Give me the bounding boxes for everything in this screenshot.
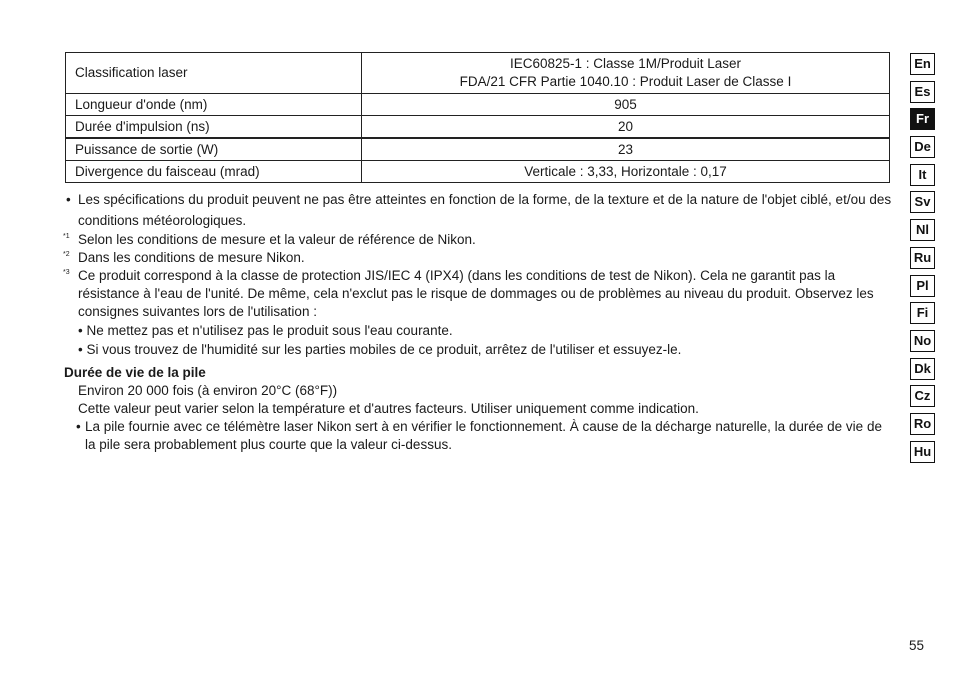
row-value (362, 53, 890, 94)
row-label: Classification laser (66, 53, 362, 94)
table-row (66, 161, 890, 183)
language-tab-ro[interactable]: Ro (910, 413, 935, 435)
table-row (66, 53, 890, 94)
note-text: Les spécifications du produit peuvent ne pas être atteintes en fonction de la forme, de la texture et de la nature de l'objet ciblé, et/ou des conditions météorologiques. (78, 192, 892, 228)
footnote-mark: *1 (63, 233, 70, 240)
sub-bullet: • Ne mettez pas et n'utilisez pas le produit sous l'eau courante. (78, 323, 453, 338)
footnote (64, 249, 894, 267)
language-tab-ru[interactable]: Ru (910, 247, 935, 269)
footnote (64, 267, 894, 321)
language-tab-fi[interactable]: Fi (910, 302, 935, 324)
battery-life-value: Environ 20 000 fois (à environ 20°C (68°F)) (78, 383, 338, 398)
row-value: 905 (362, 94, 890, 116)
language-tab-dk[interactable]: Dk (910, 358, 935, 380)
table-row (66, 94, 890, 116)
bullet-mark: • (76, 419, 81, 434)
specification-notes (64, 189, 894, 359)
page-number: 55 (909, 638, 925, 653)
footnote-text: Ce produit correspond à la classe de protection JIS/IEC 4 (IPX4) (dans les conditions de test de Nikon). Cela ne garantit pas la résistance à l'eau de l'unité. De même, cela n'exclut pas le risque de dommages ou de problèmes au niveau du produit. Observez les consignes suivantes lors de l'utilisation : (78, 268, 874, 319)
row-value: 23 (362, 138, 890, 161)
note-bullet (64, 189, 894, 231)
footnote-mark: *2 (63, 251, 70, 258)
footnote (64, 231, 894, 249)
value-line: FDA/21 CFR Partie 1040.10 : Produit Laser de Classe I (459, 74, 792, 89)
row-label: Puissance de sortie (W) (66, 138, 362, 161)
language-tab-sv[interactable]: Sv (910, 191, 935, 213)
language-tab-es[interactable]: Es (910, 81, 935, 103)
row-value: 20 (362, 116, 890, 139)
value-line: IEC60825-1 : Classe 1M/Produit Laser (509, 56, 742, 71)
footnote-text: Selon les conditions de mesure et la valeur de référence de Nikon. (78, 232, 476, 247)
language-tab-en[interactable]: En (910, 53, 935, 75)
section-title: Durée de vie de la pile (64, 365, 206, 380)
language-tab-it[interactable]: It (910, 164, 935, 186)
bullet-text: La pile fournie avec ce télémètre laser Nikon sert à en vérifier le fonctionnement. À cause de la décharge naturelle, la durée de vie de la pile sera probablement plus courte que la valeur ci-dessus. (85, 419, 882, 452)
footnote-mark: *3 (63, 269, 70, 276)
row-label: Durée d'impulsion (ns) (66, 116, 362, 139)
row-label: Divergence du faisceau (mrad) (66, 161, 362, 183)
language-tab-hu[interactable]: Hu (910, 441, 935, 463)
table-row (66, 138, 890, 161)
language-tab-no[interactable]: No (910, 330, 935, 352)
language-tab-fr[interactable]: Fr (910, 108, 935, 130)
battery-bullet (64, 418, 894, 454)
sub-bullet: • Si vous trouvez de l'humidité sur les parties mobiles de ce produit, arrêtez de l'utiliser et essuyez-le. (78, 342, 682, 357)
battery-life-section (64, 364, 894, 454)
language-tab-cz[interactable]: Cz (910, 385, 935, 407)
language-tab-nl[interactable]: Nl (910, 219, 935, 241)
language-tabs (910, 53, 935, 468)
row-label: Longueur d'onde (nm) (66, 94, 362, 116)
language-tab-pl[interactable]: Pl (910, 275, 935, 297)
row-value: Verticale : 3,33, Horizontale : 0,17 (362, 161, 890, 183)
language-tab-de[interactable]: De (910, 136, 935, 158)
bullet-mark: • (66, 192, 71, 207)
footnote-text: Dans les conditions de mesure Nikon. (78, 250, 305, 265)
specifications-table (65, 52, 890, 183)
battery-life-note: Cette valeur peut varier selon la température et d'autres facteurs. Utiliser uniquement comme indication. (78, 401, 699, 416)
table-row (66, 116, 890, 139)
